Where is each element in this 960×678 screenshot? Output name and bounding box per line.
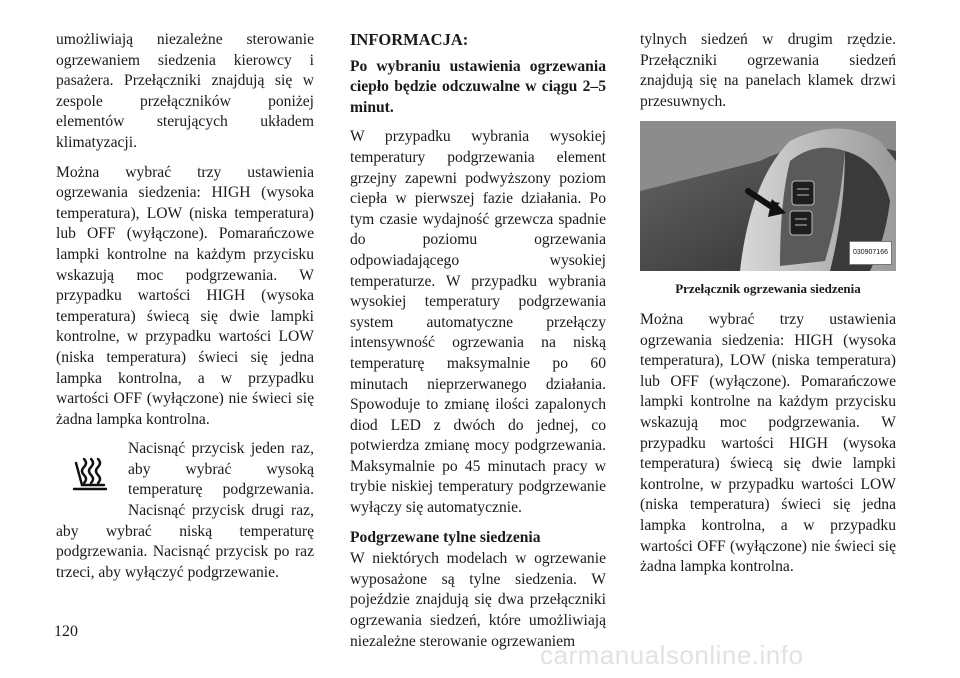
paragraph: umożliwiają niezależne sterowanie ogrzewaniem siedzenia kierowcy i pasażera. Przełączniki znajdują się w zespole przełączników poniżej elementów sterujących układem klimatyzacji. <box>56 31 314 151</box>
column-left <box>56 30 314 592</box>
heated-seat-icon <box>70 445 116 505</box>
paragraph-text: Nacisnąć przycisk jeden raz, aby wybrać wysoką temperaturę podgrzewania. Nacisnąć przycisk drugi raz, aby wybrać niską temperaturę podgrzewania. Nacisnąć przycisk po raz trzeci, aby wyłączyć podgrzewanie. <box>56 440 314 581</box>
info-heading: INFORMACJA: <box>350 30 469 49</box>
column-middle <box>350 30 606 661</box>
page-number: 120 <box>54 623 78 640</box>
info-note: Po wybraniu ustawienia ogrzewania ciepło będzie odczuwalne w ciągu 2–5 minut. <box>350 57 606 116</box>
paragraph: W niektórych modelach w ogrzewanie wyposażone są tylne siedzenia. W pojeździe znajdują się dwa przełączniki ogrzewania siedzeń, które umożliwiają niezależne sterowanie ogrzewaniem <box>350 550 606 650</box>
paragraph-with-icon <box>56 439 314 583</box>
watermark: carmanualsonline.info <box>540 640 804 670</box>
figure-caption: Przełącznik ogrzewania siedzenia <box>675 281 861 297</box>
column-right <box>640 30 896 587</box>
paragraph: W przypadku wybrania wysokiej temperatury podgrzewania element grzejny zapewni podwyższony poziom ciepła w pierwszej fazie działania. Po tym czasie wydajność grzewcza spadnie do poziomu ogrzewania odpowiadającego wysokiej temperaturze. W przypadku wybrania wysokiej temperatury podgrzewania system automatyczne przełączy intensywność ogrzewania na niską temperaturę maksymalnie po 60 minutach nieprzerwanego działania. Spowoduje to zmianę ilości zapalonych diod LED z dwóch do jednej, co potwierdza zmianę mocy podgrzewania. Maksymalnie po 45 minutach pracy w trybie niskiej temperatury podgrzewanie wyłączy się automatycznie. <box>350 128 606 517</box>
paragraph: tylnych siedzeń w drugim rzędzie. Przełączniki ogrzewania siedzeń znajdują się na panelach klamek drzwi przesuwnych. <box>640 31 896 110</box>
section-subheading: Podgrzewane tylne siedzenia <box>350 528 541 546</box>
figure-code: 030907166 <box>849 241 892 266</box>
seat-heater-switch-photo <box>640 121 896 271</box>
paragraph: Można wybrać trzy ustawienia ogrzewania siedzenia: HIGH (wysoka temperatura), LOW (niska temperatura) lub OFF (wyłączone). Pomarańczowe lampki kontrolne na każdym przycisku wskazują moc podgrzewania. W przypadku wartości HIGH (wysoka temperatura) świecą się dwie lampki kontrolne, w przypadku wartości LOW (niska temperatura) świeci się jedna lampka kontrolna, a w przypadku wartości OFF (wyłączone) nie świeci się żadna lampka kontrolna. <box>56 163 314 428</box>
paragraph: Można wybrać trzy ustawienia ogrzewania siedzenia: HIGH (wysoka temperatura), LOW (niska temperatura) lub OFF (wyłączone). Pomarańczowe lampki kontrolne na każdym przycisku wskazują moc podgrzewania. W przypadku wartości HIGH (wysoka temperatura) świecą się dwie lampki kontrolne, w przypadku wartości LOW (niska temperatura) świeci się jedna lampka kontrolna, a w przypadku wartości OFF (wyłączone) nie świeci się żadna lampka kontrolna. <box>640 310 896 576</box>
